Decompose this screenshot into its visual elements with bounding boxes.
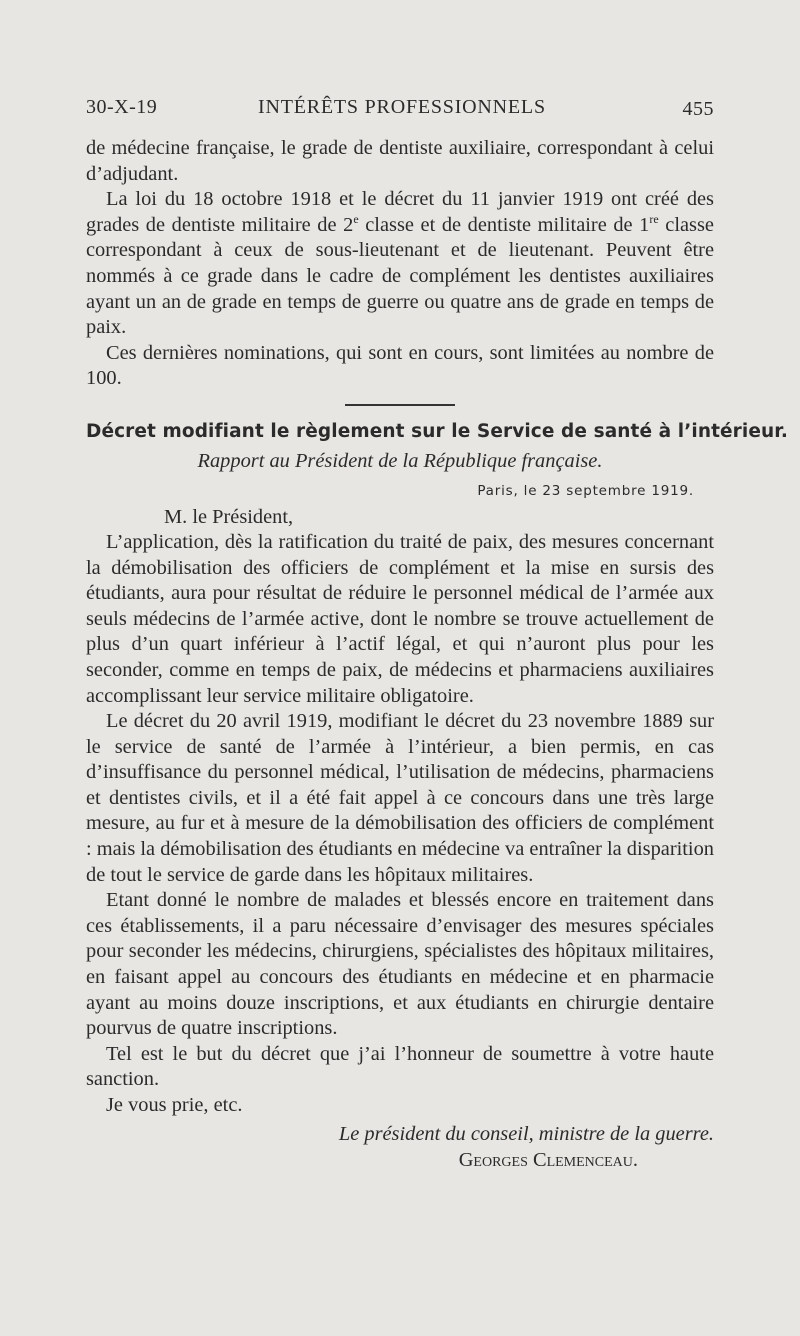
signature-block (86, 1121, 714, 1173)
signatory-title: Le président du conseil, ministre de la guerre. (338, 1122, 714, 1145)
text-segment: classe et de dentiste militaire de 1 (358, 213, 650, 236)
section-title: Décret modifiant le règlement sur le Service de santé à l’intérieur. (86, 420, 788, 442)
paragraph-dentist-grades (86, 187, 714, 341)
text-segment: classe correspondant à ceux de sous-lieutenant et de lieutenant. Peuvent être nommés à ce grade dans le cadre de complément les dentistes auxiliaires ayant un an de grade en temps de guerre ou quatre ans de grade en temps de paix. (86, 213, 714, 339)
text-segment: La loi du 18 octobre 1918 et le décret du 11 janvier 1919 ont créé des grades de dentiste militaire de 2 (86, 188, 714, 236)
section-subtitle: Rapport au Président de la République française. (197, 449, 603, 472)
signatory-name: Georges Clemenceau. (458, 1148, 638, 1171)
running-title: INTÉRÊTS PROFESSIONNELS (258, 96, 546, 118)
page-header (86, 96, 714, 132)
section-divider (345, 404, 455, 406)
page-number: 455 (682, 98, 714, 120)
superscript: e (353, 211, 359, 226)
report-paragraph: L’application, dès la ratification du traité de paix, des mesures concernant la démobilisation des officiers de complément et la mise en sursis des étudiants, aura pour résultat de réduire le personnel médical de l’armée aux seuls médecins de l’armée active, dont le nombre se trouve actuellement de plus d’un quart inférieur à l’actif légal, et qui n’auront plus pour les seconder, comme en temps de paix, de médecins et pharmaciens auxiliaires accomplissant leur service militaire obligatoire. (86, 530, 714, 707)
report-paragraph: Tel est le but du décret que j’ai l’honneur de soumettre à votre haute sanction. (86, 1042, 714, 1091)
report-paragraph: Je vous prie, etc. (106, 1094, 243, 1116)
paragraph-nominations: Ces dernières nominations, qui sont en cours, sont limitées au nombre de 100. (86, 341, 714, 390)
paragraph-continuation: de médecine française, le grade de dentiste auxiliaire, correspondant à celui d’adjudant. (86, 137, 714, 185)
page-body (86, 136, 788, 1173)
salutation: M. le Président, (164, 505, 294, 528)
report-paragraph: Le décret du 20 avril 1919, modifiant le décret du 23 novembre 1889 sur le service de santé de l’armée à l’intérieur, a bien permis, en cas d’insuffisance du personnel médical, l’utilisation de médecins, pharmaciens et dentistes civils, et il a été fait appel à ce concours dans une très large mesure, au fur et à mesure de la démobilisation des officiers de complément : mais la démobilisation des étudiants en médecine va entraîner la disparition de tout le service de garde dans les hôpitaux militaires. (86, 710, 714, 886)
superscript: re (649, 211, 659, 226)
dateline: Paris, le 23 septembre 1919. (477, 482, 694, 499)
report-paragraph: Etant donné le nombre de malades et blessés encore en traitement dans ces établissements, il a paru nécessaire d’envisager des mesures spéciales pour seconder les médecins, chirurgiens, spécialistes des hôpitaux militaires, en faisant appel au concours des étudiants en médecine et en pharmacie ayant au moins douze inscriptions, et aux étudiants en chirurgie dentaire pourvus de quatre inscriptions. (86, 889, 714, 1040)
issue-date: 30-X-19 (86, 96, 158, 118)
